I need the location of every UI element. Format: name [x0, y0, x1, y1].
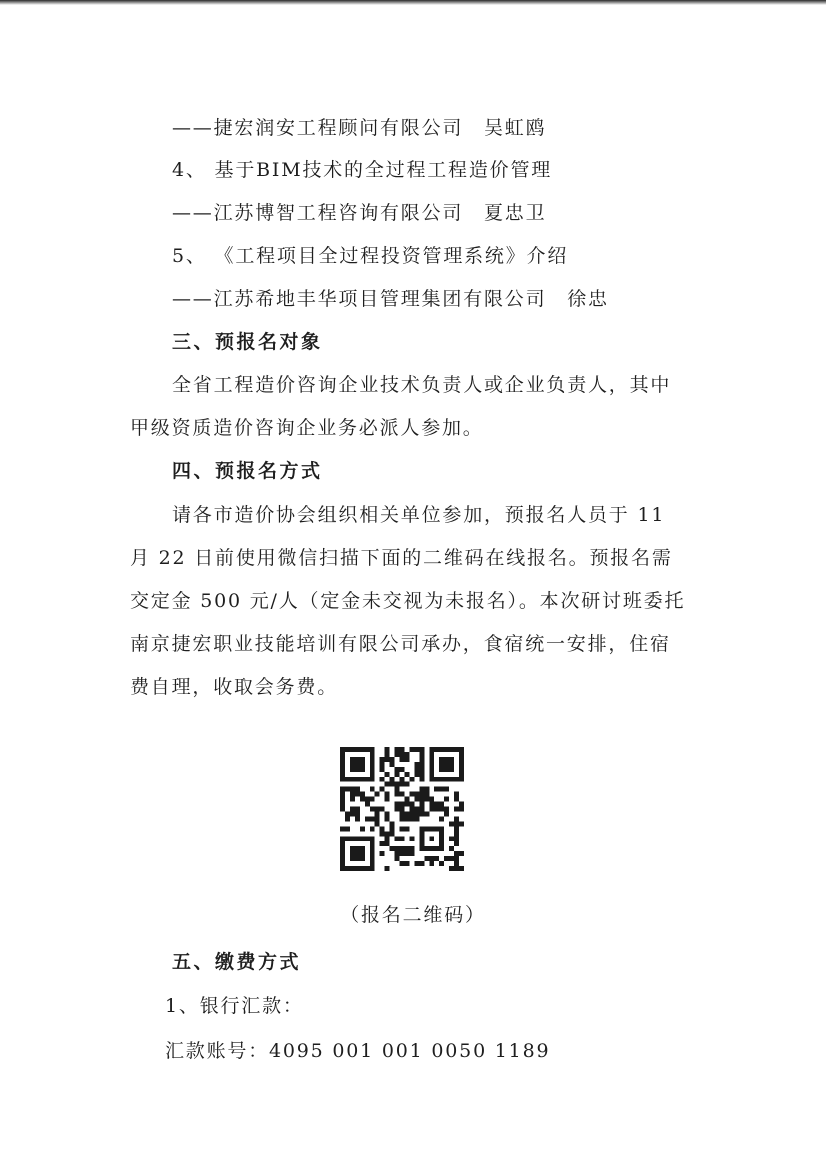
section-heading-4: 四、预报名方式: [172, 460, 323, 482]
paragraph-method-line-4: 南京捷宏职业技能培训有限公司承办，食宿统一安排，住宿: [130, 633, 671, 655]
speaker-line-3: ——江苏希地丰华项目管理集团有限公司 徐忠: [172, 288, 609, 310]
paragraph-method-line-3: 交定金 500 元/人（定金未交视为未报名）。本次研讨班委托: [130, 590, 686, 612]
qr-code-icon[interactable]: [340, 747, 464, 871]
paragraph-target-line-1: 全省工程造价咨询企业技术负责人或企业负责人，其中: [172, 374, 672, 396]
agenda-item-5: 5、 《工程项目全过程投资管理系统》介绍: [172, 245, 569, 267]
section-heading-5: 五、缴费方式: [172, 951, 302, 973]
speaker-line-2: ——江苏博智工程咨询有限公司 夏忠卫: [172, 202, 547, 224]
paragraph-method-line-1: 请各市造价协会组织相关单位参加，预报名人员于 11: [172, 504, 666, 526]
paragraph-method-line-2: 月 22 日前使用微信扫描下面的二维码在线报名。预报名需: [130, 547, 673, 569]
qr-caption: （报名二维码）: [340, 904, 486, 926]
agenda-item-4: 4、 基于BIM技术的全过程工程造价管理: [172, 159, 553, 181]
paragraph-method-line-5: 费自理，收取会务费。: [130, 676, 339, 698]
bank-account-number: 汇款账号：4095 001 001 0050 1189: [165, 1040, 551, 1062]
section-heading-3: 三、预报名对象: [172, 331, 323, 353]
payment-method-1: 1、银行汇款：: [165, 995, 304, 1017]
page-top-edge: [0, 0, 826, 5]
paragraph-target-line-2: 甲级资质造价咨询企业务必派人参加。: [130, 417, 484, 439]
speaker-line-1: ——捷宏润安工程顾问有限公司 吴虹鸥: [172, 117, 547, 139]
